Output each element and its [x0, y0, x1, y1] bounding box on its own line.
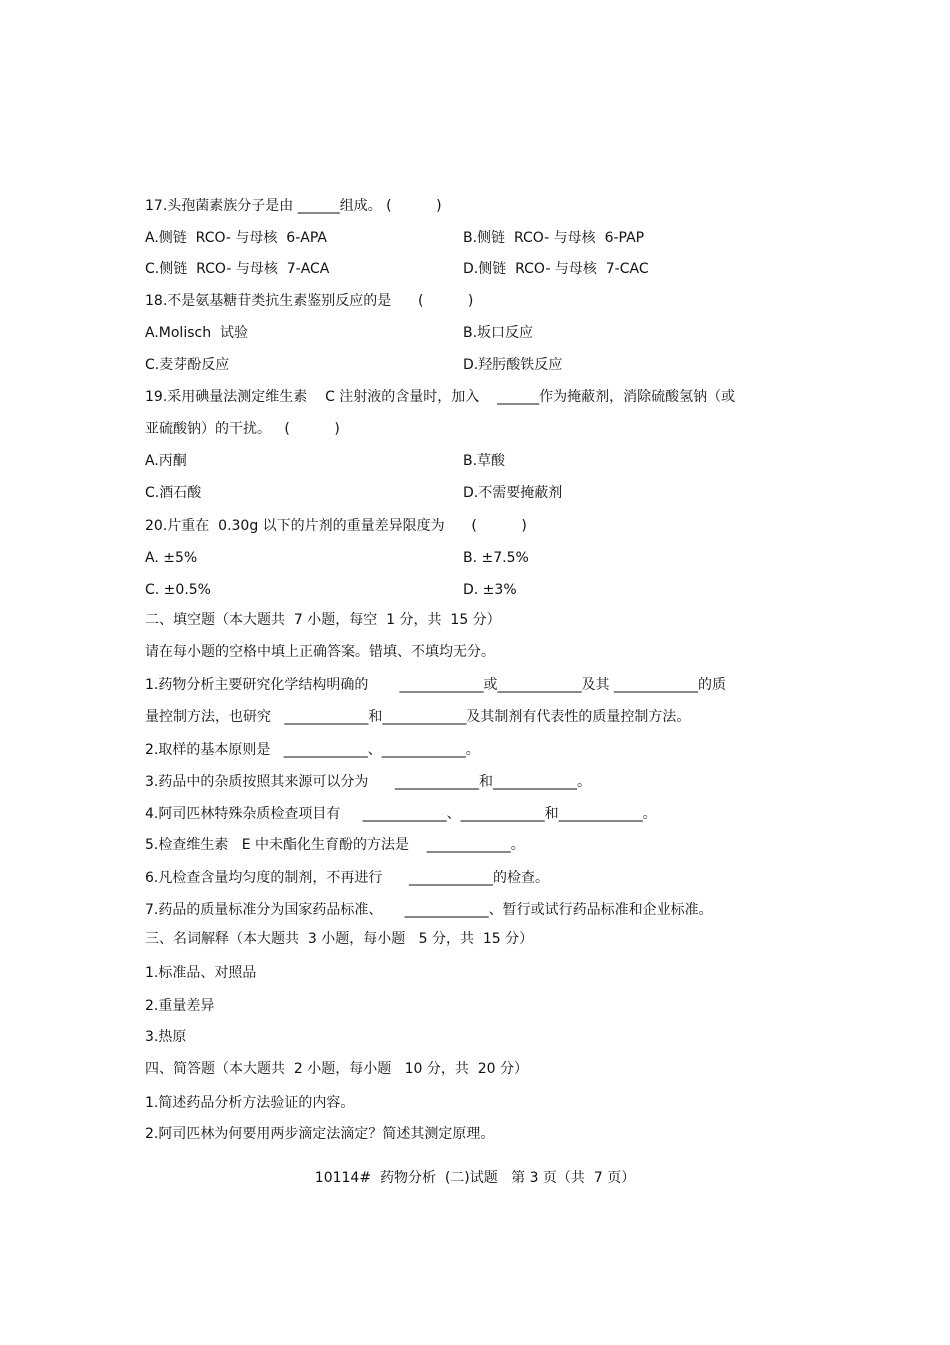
fill-blank-1-continued: 量控制方法，也研究 ____________和____________及其制剂有代表性的质量控制方法。 — [145, 709, 691, 725]
short-answer-2: 2.阿司匹林为何要用两步滴定法滴定？简述其测定原理。 — [145, 1126, 495, 1142]
term-1: 1.标准品、对照品 — [145, 965, 257, 981]
question-17-option-c: C.侧链 RCO- 与母核 7-ACA — [145, 261, 330, 277]
section-4-heading: 四、简答题（本大题共 2 小题，每小题 10 分，共 20 分） — [145, 1061, 529, 1077]
question-19-option-a: A.丙酮 — [145, 453, 187, 469]
term-3: 3.热原 — [145, 1029, 187, 1045]
question-19-option-c: C.酒石酸 — [145, 485, 202, 501]
question-18-option-c: C.麦芽酚反应 — [145, 357, 230, 373]
question-18-stem: 18.不是氨基糖苷类抗生素鉴别反应的是 ( ) — [145, 293, 474, 309]
question-20-option-d: D. ±3% — [463, 582, 517, 598]
fill-blank-6: 6.凡检查含量均匀度的制剂，不再进行 ____________的检查。 — [145, 870, 550, 886]
question-17-stem: 17.头孢菌素族分子是由 ______组成。 ( ) — [145, 198, 442, 214]
question-20-option-b: B. ±7.5% — [463, 550, 529, 566]
page-footer: 10114# 药物分析 (二)试题 第 3 页（共 7 页） — [314, 1170, 636, 1186]
question-18-option-d: D.羟肟酸铁反应 — [463, 357, 563, 373]
question-20-option-c: C. ±0.5% — [145, 582, 211, 598]
section-3-heading: 三、名词解释（本大题共 3 小题，每小题 5 分，共 15 分） — [145, 931, 534, 947]
question-17-option-a: A.侧链 RCO- 与母核 6-APA — [145, 230, 327, 246]
fill-blank-7: 7.药品的质量标准分为国家药品标准、 ____________、暂行或试行药品标准和企业标准。 — [145, 902, 713, 918]
fill-blank-4: 4.阿司匹林特殊杂质检查项目有 ____________、____________和____________。 — [145, 806, 657, 822]
fill-blank-1: 1.药物分析主要研究化学结构明确的 ____________或____________及其 ____________的质 — [145, 677, 726, 693]
fill-blank-5: 5.检查维生素 E 中未酯化生育酚的方法是 ____________。 — [145, 837, 525, 853]
question-17-option-b: B.侧链 RCO- 与母核 6-PAP — [463, 230, 645, 246]
short-answer-1: 1.简述药品分析方法验证的内容。 — [145, 1095, 355, 1111]
term-2: 2.重量差异 — [145, 998, 215, 1014]
question-20-stem: 20.片重在 0.30g 以下的片剂的重量差异限度为 ( ) — [145, 518, 527, 534]
question-19-option-d: D.不需要掩蔽剂 — [463, 485, 563, 501]
fill-blank-3: 3.药品中的杂质按照其来源可以分为 ____________和____________。 — [145, 774, 592, 790]
question-18-option-b: B.坂口反应 — [463, 325, 534, 341]
fill-blank-2: 2.取样的基本原则是 ____________、____________。 — [145, 742, 480, 758]
question-17-option-d: D.侧链 RCO- 与母核 7-CAC — [463, 261, 649, 277]
question-19-stem-continued: 亚硫酸钠）的干扰。 ( ) — [145, 421, 340, 437]
question-18-option-a: A.Molisch 试验 — [145, 325, 248, 341]
question-20-option-a: A. ±5% — [145, 550, 198, 566]
section-2-heading: 二、填空题（本大题共 7 小题，每空 1 分，共 15 分） — [145, 612, 501, 628]
question-19-option-b: B.草酸 — [463, 453, 506, 469]
question-19-stem: 19.采用碘量法测定维生素 C 注射液的含量时，加入 ______作为掩蔽剂，消除硫酸氢钠（或 — [145, 389, 736, 405]
section-2-instruction: 请在每小题的空格中填上正确答案。错填、不填均无分。 — [145, 644, 495, 660]
